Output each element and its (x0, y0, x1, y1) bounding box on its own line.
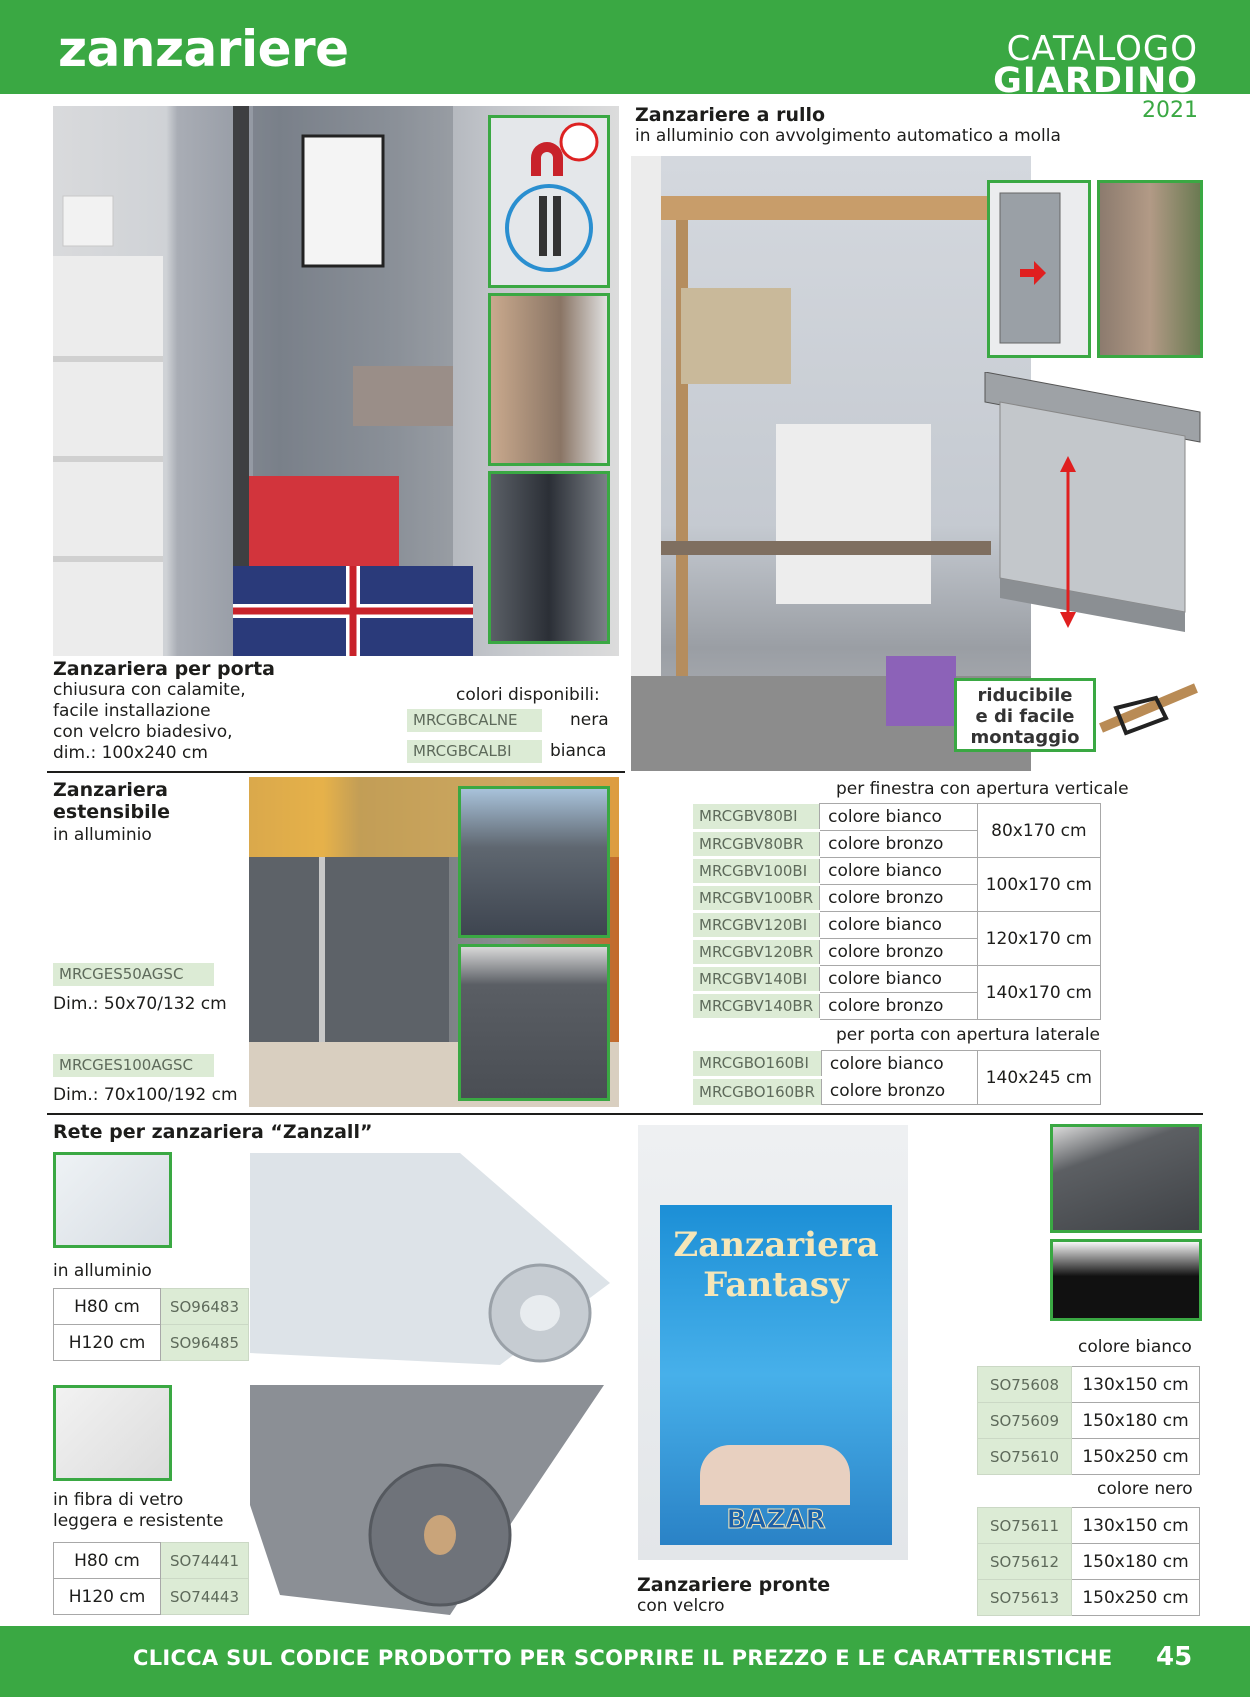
height-cell: H120 cm (54, 1579, 161, 1615)
table-row (54, 1289, 249, 1325)
rullo-lateral-table (693, 1050, 1101, 1105)
color-cell: colore bronzo (820, 939, 978, 966)
height-cell: H80 cm (54, 1289, 161, 1325)
size-cell: 140x245 cm (977, 1051, 1100, 1105)
size-cell: 100x170 cm (977, 858, 1100, 912)
rullo-feature-badge (954, 678, 1096, 752)
porta-desc-line1: chiusura con calamite, (53, 680, 246, 700)
porta-colors-label: colori disponibili: (456, 685, 600, 705)
vetro-label-line2: leggera e resistente (53, 1511, 224, 1531)
table-row (978, 1367, 1200, 1403)
table-row (978, 1403, 1200, 1439)
package-title-line2: Fantasy (703, 1265, 849, 1305)
height-cell: H120 cm (54, 1325, 161, 1361)
porta-color-value: nera (570, 710, 609, 730)
velcro-strip-thumb (1050, 1239, 1202, 1321)
page-number: 45 (1156, 1642, 1193, 1672)
roller-hand-thumb (1097, 180, 1203, 358)
product-code-link[interactable]: SO75611 (978, 1508, 1072, 1544)
extendable-detail-thumb (458, 944, 610, 1101)
arrow-right-icon (990, 183, 1088, 355)
table-row (693, 858, 1101, 885)
page-title: zanzariere (58, 20, 349, 78)
package-title-line1: Zanzariera (673, 1225, 879, 1265)
product-code-link[interactable]: MRCGBV80BR (693, 831, 820, 858)
product-code-link[interactable]: SO74443 (161, 1579, 249, 1615)
package-illustration (700, 1445, 850, 1505)
product-code-link[interactable]: SO96485 (161, 1325, 249, 1361)
product-code-link[interactable]: MRCGBV100BI (693, 858, 820, 885)
package-box (660, 1205, 892, 1545)
product-code-link[interactable]: MRCGBV80BI (693, 804, 820, 831)
rete-title: Rete per zanzariera “Zanzall” (53, 1121, 373, 1143)
vertical-table-label: per finestra con apertura verticale (836, 779, 1129, 799)
table-row (978, 1580, 1200, 1616)
product-code-link[interactable]: MRCGBV120BR (693, 939, 820, 966)
estensibile-subtitle: in alluminio (53, 825, 152, 845)
pronte-package-photo (638, 1125, 908, 1560)
size-cell: 150x180 cm (1072, 1403, 1200, 1439)
table-row (693, 1051, 1101, 1078)
estensibile-title-line1: Zanzariera (53, 779, 168, 801)
ready-net-thumb (1050, 1124, 1202, 1233)
alluminio-label: in alluminio (53, 1261, 152, 1281)
badge-line1: riducibile (977, 685, 1073, 706)
bianco-label: colore bianco (1078, 1337, 1192, 1357)
estensibile-title-line2: estensibile (53, 801, 171, 823)
porta-color-value: bianca (550, 741, 607, 761)
product-code-link[interactable]: MRCGBV140BI (693, 966, 820, 993)
product-code-link[interactable]: MRCGBV100BR (693, 885, 820, 912)
aluminium-roll-photo (250, 1153, 610, 1365)
size-cell: 140x170 cm (977, 966, 1100, 1020)
product-code-link[interactable]: SO75609 (978, 1403, 1072, 1439)
catalog-logo-line2: GIARDINO (993, 61, 1198, 101)
roller-cassette-illustration (980, 372, 1205, 662)
catalog-logo-line1: CATALOGO (1006, 29, 1198, 69)
table-row (693, 966, 1101, 993)
estensibile-dim: Dim.: 70x100/192 cm (53, 1085, 238, 1105)
nero-table (977, 1507, 1200, 1616)
product-code-link[interactable]: SO75613 (978, 1580, 1072, 1616)
color-cell: colore bronzo (820, 885, 978, 912)
section-divider (47, 1113, 1203, 1115)
rullo-vertical-table (693, 803, 1101, 1021)
vetro-table (53, 1542, 249, 1615)
product-code-link[interactable]: SO75608 (978, 1367, 1072, 1403)
color-cell: colore bronzo (821, 1078, 977, 1105)
size-cell: 150x180 cm (1072, 1544, 1200, 1580)
badge-line3: montaggio (970, 727, 1080, 748)
color-cell: colore bianco (820, 966, 978, 993)
handle-illustration (1096, 678, 1198, 752)
package-brand: BAZAR (726, 1505, 826, 1535)
lateral-table-label: per porta con apertura laterale (836, 1025, 1100, 1045)
product-code-link[interactable]: SO75610 (978, 1439, 1072, 1475)
product-code-link[interactable]: SO75612 (978, 1544, 1072, 1580)
product-code-link[interactable]: MRCGBO160BI (693, 1051, 821, 1078)
porta-desc-line3: con velcro biadesivo, (53, 722, 233, 742)
color-cell: colore bianco (821, 1051, 977, 1078)
alluminio-table (53, 1288, 249, 1361)
fiberglass-roll-photo (250, 1385, 604, 1615)
rullo-subtitle: in alluminio con avvolgimento automatico a molla (635, 126, 1061, 146)
velcro-install-thumb (488, 293, 610, 466)
pronte-subtitle: con velcro (637, 1596, 725, 1616)
aluminium-roll-illustration (250, 1153, 610, 1365)
table-row (693, 912, 1101, 939)
nero-label: colore nero (1097, 1479, 1193, 1499)
table-row (54, 1325, 249, 1361)
estensibile-dim: Dim.: 50x70/132 cm (53, 994, 227, 1014)
size-cell: 120x170 cm (977, 912, 1100, 966)
table-row (54, 1543, 249, 1579)
extendable-window-thumb (458, 786, 610, 938)
product-code-link[interactable]: SO96483 (161, 1289, 249, 1325)
product-code-link[interactable]: MRCGBO160BR (693, 1078, 821, 1105)
table-row (693, 804, 1101, 831)
size-cell: 80x170 cm (977, 804, 1100, 858)
fiberglass-net-swatch (53, 1385, 172, 1481)
color-cell: colore bronzo (820, 831, 978, 858)
roller-handle-render (1096, 678, 1198, 752)
product-code-link[interactable]: MRCGBCALBI (407, 740, 542, 763)
porta-title: Zanzariera per porta (53, 658, 275, 680)
magnet-closure-thumb (488, 115, 610, 288)
catalog-logo-year: 2021 (1142, 98, 1198, 123)
roller-open-thumb (987, 180, 1091, 358)
table-row (978, 1544, 1200, 1580)
pronte-title: Zanzariere pronte (637, 1574, 831, 1596)
product-code-link[interactable]: MRCGES50AGSC (53, 963, 214, 986)
product-code-link[interactable]: MRCGES100AGSC (53, 1054, 214, 1077)
badge-line2: e di facile (975, 706, 1075, 727)
vetro-label (53, 1490, 223, 1532)
size-cell: 130x150 cm (1072, 1367, 1200, 1403)
porta-description (53, 680, 246, 764)
size-cell: 150x250 cm (1072, 1580, 1200, 1616)
product-code-link[interactable]: MRCGBV120BI (693, 912, 820, 939)
footer-cta-link[interactable]: CLICCA SUL CODICE PRODOTTO PER SCOPRIRE IL PREZZO E LE CARATTERISTICHE (133, 1646, 1113, 1670)
door-net-detail-thumb (488, 471, 610, 644)
color-cell: colore bianco (820, 804, 978, 831)
roller-product-render (980, 372, 1205, 662)
size-cell: 130x150 cm (1072, 1508, 1200, 1544)
color-cell: colore bianco (820, 912, 978, 939)
estensibile-title (53, 779, 170, 823)
bianco-table (977, 1366, 1200, 1475)
table-row (978, 1508, 1200, 1544)
color-cell: colore bianco (820, 858, 978, 885)
porta-desc-line4: dim.: 100x240 cm (53, 743, 208, 763)
product-code-link[interactable]: MRCGBV140BR (693, 993, 820, 1020)
fiberglass-roll-illustration (250, 1385, 604, 1615)
aluminium-net-swatch (53, 1152, 172, 1248)
height-cell: H80 cm (54, 1543, 161, 1579)
table-row (978, 1439, 1200, 1475)
product-code-link[interactable]: MRCGBCALNE (407, 709, 542, 732)
vetro-label-line1: in fibra di vetro (53, 1490, 184, 1510)
table-row (54, 1579, 249, 1615)
size-cell: 150x250 cm (1072, 1439, 1200, 1475)
magnet-icon (491, 118, 607, 285)
rullo-title: Zanzariere a rullo (635, 104, 826, 126)
product-code-link[interactable]: SO74441 (161, 1543, 249, 1579)
section-divider (47, 771, 625, 773)
color-cell: colore bronzo (820, 993, 978, 1020)
catalog-logo (993, 29, 1198, 123)
porta-desc-line2: facile installazione (53, 701, 211, 721)
